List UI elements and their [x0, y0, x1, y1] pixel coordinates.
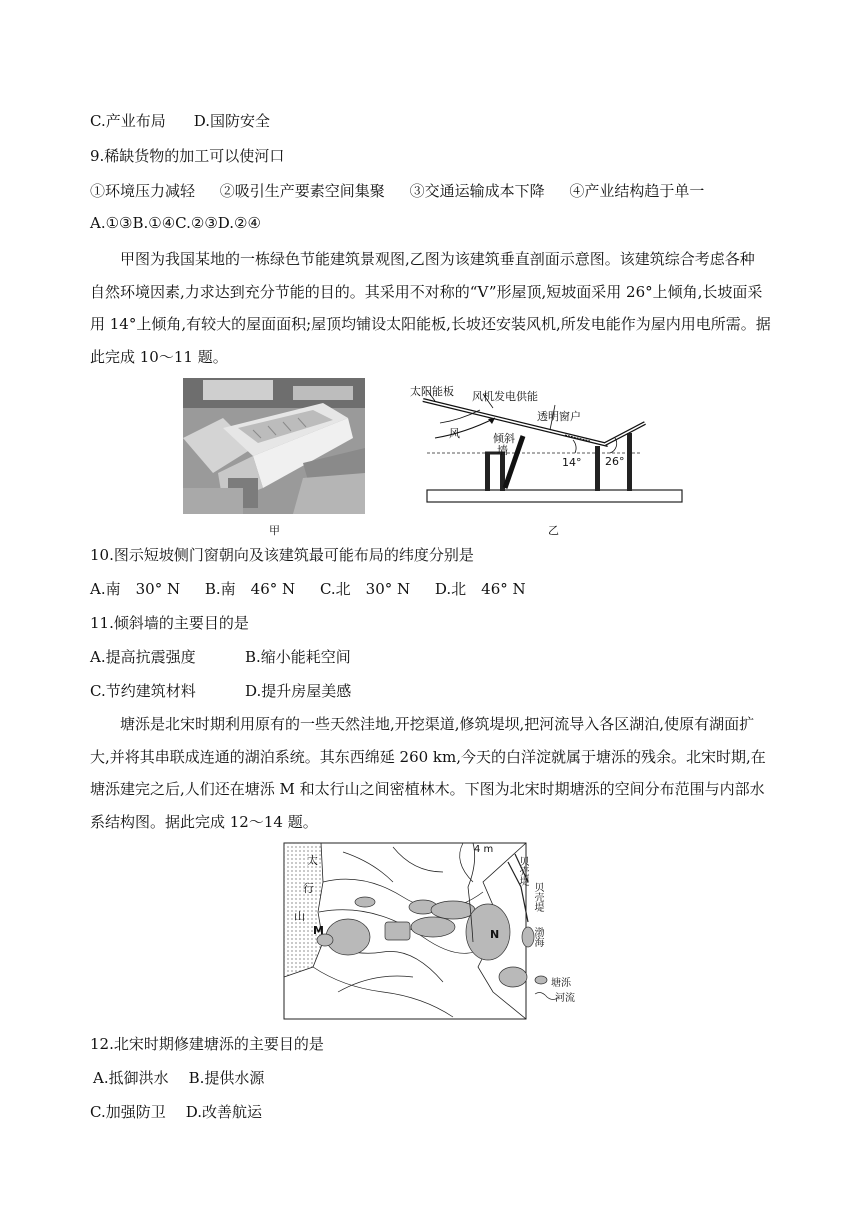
- q11-stem: 11.倾斜墙的主要目的是: [90, 614, 249, 632]
- q10-option-a: A.南 30° N: [90, 580, 181, 598]
- label-lake-m: M: [313, 924, 324, 937]
- passage-building: [90, 243, 790, 373]
- building-photo-image: [183, 378, 365, 514]
- legend-tangpo: 塘泺: [551, 978, 571, 989]
- tangpo-map: [283, 842, 585, 1022]
- q8-option-c: C.产业布局: [90, 112, 166, 130]
- q11-option-d: D.提升房屋美感: [245, 682, 352, 700]
- label-shell-dike-1: 贝壳堤: [517, 856, 528, 886]
- legend-river: 河流: [555, 993, 575, 1004]
- label-solar-panel: 太阳能板: [410, 385, 454, 398]
- label-angle-14: 14°: [562, 456, 582, 469]
- q8-option-d: D.国防安全: [193, 112, 270, 130]
- passage1-line-2: 自然环境因素,力求达到充分节能的目的。其采用不对称的“V”形屋顶,短坡面采用 26°上倾角,长坡面采: [90, 282, 763, 301]
- passage-tangpo: [90, 708, 790, 838]
- label-wind: 风: [449, 427, 460, 440]
- q9-item-4: ④产业结构趋于单一: [569, 182, 705, 200]
- label-hang: 行: [303, 882, 314, 895]
- q9-stem: 9.稀缺货物的加工可以使河口: [90, 147, 285, 165]
- q11-options-row-1: [90, 646, 351, 667]
- q11-option-a: A.提高抗震强度: [90, 648, 196, 666]
- q10-option-b: B.南 46° N: [204, 580, 296, 598]
- label-4m-contour: 4 m: [474, 844, 494, 855]
- q12-option-d: D.改善航运: [185, 1103, 262, 1121]
- caption-jia: 甲: [269, 524, 280, 537]
- label-tilted-wall-2: 墙: [497, 444, 508, 457]
- q12-options-row-2: [90, 1101, 262, 1122]
- section-diagram-svg: [405, 378, 690, 518]
- label-shan: 山: [294, 910, 305, 923]
- q9-options: A.①③B.①④C.②③D.②④: [90, 214, 261, 232]
- passage1-line-3: 用 14°上倾角,有较大的屋面面积;屋顶均铺设太阳能板,长坡还安装风机,所发电能作为屋内用电所需。据: [90, 315, 771, 333]
- label-lake-n: N: [490, 928, 500, 941]
- q12-stem: 12.北宋时期修建塘泺的主要目的是: [90, 1035, 324, 1053]
- q9-item-1: ①环境压力减轻: [90, 182, 196, 200]
- q10-options: [90, 578, 526, 599]
- q12-option-a: A.抵御洪水: [93, 1069, 169, 1087]
- q10-stem: 10.图示短坡侧门窗朝向及该建筑最可能布局的纬度分别是: [90, 546, 474, 564]
- building-section-diagram: [405, 378, 690, 518]
- passage1-line-1: 甲图为我国某地的一栋绿色节能建筑景观图,乙图为该建筑垂直剖面示意图。该建筑综合考虑各种: [120, 250, 755, 268]
- label-window: 透明窗户: [537, 410, 581, 423]
- q12-option-c: C.加强防卫: [90, 1103, 166, 1121]
- building-photo: [183, 378, 365, 514]
- q11-option-b: B.缩小能耗空间: [245, 648, 351, 666]
- label-tai: 太: [307, 854, 318, 867]
- q11-option-c: C.节约建筑材料: [90, 682, 196, 700]
- q10-option-d: D.北 46° N: [434, 580, 526, 598]
- q9-item-3: ③交通运输成本下降: [409, 182, 545, 200]
- label-wind-power: 风机发电供能: [472, 390, 538, 403]
- passage2-line-2: 大,并将其串联成连通的湖泊系统。其东西绵延 260 km,今天的白洋淀就属于塘泺的残余。北宋时期,在: [90, 747, 766, 766]
- passage2-line-3: 塘泺建完之后,人们还在塘泺 M 和太行山之间密植林木。下图为北宋时期塘泺的空间分布范围与内部水: [90, 780, 765, 798]
- label-bohai: 渤海: [532, 927, 543, 947]
- q12-options-row-1: [93, 1067, 264, 1088]
- passage2-line-4: 系结构图。据此完成 12～14 题。: [90, 812, 318, 831]
- q12-option-b: B.提供水源: [188, 1069, 265, 1087]
- q9-items: [90, 180, 704, 201]
- caption-yi: 乙: [548, 524, 559, 537]
- q9-item-2: ②吸引生产要素空间集聚: [219, 182, 385, 200]
- q8-options-row: [90, 110, 270, 131]
- label-angle-26: 26°: [605, 455, 625, 468]
- label-tilted-wall-1: 倾斜: [493, 432, 515, 445]
- q10-option-c: C.北 30° N: [319, 580, 411, 598]
- label-shell-dike-2: 贝壳堤: [532, 882, 543, 912]
- passage2-line-1: 塘泺是北宋时期利用原有的一些天然洼地,开挖渠道,修筑堤坝,把河流导入各区湖泊,使原有湖面扩: [120, 715, 755, 733]
- q11-options-row-2: [90, 680, 351, 701]
- passage1-line-4: 此完成 10～11 题。: [90, 347, 228, 366]
